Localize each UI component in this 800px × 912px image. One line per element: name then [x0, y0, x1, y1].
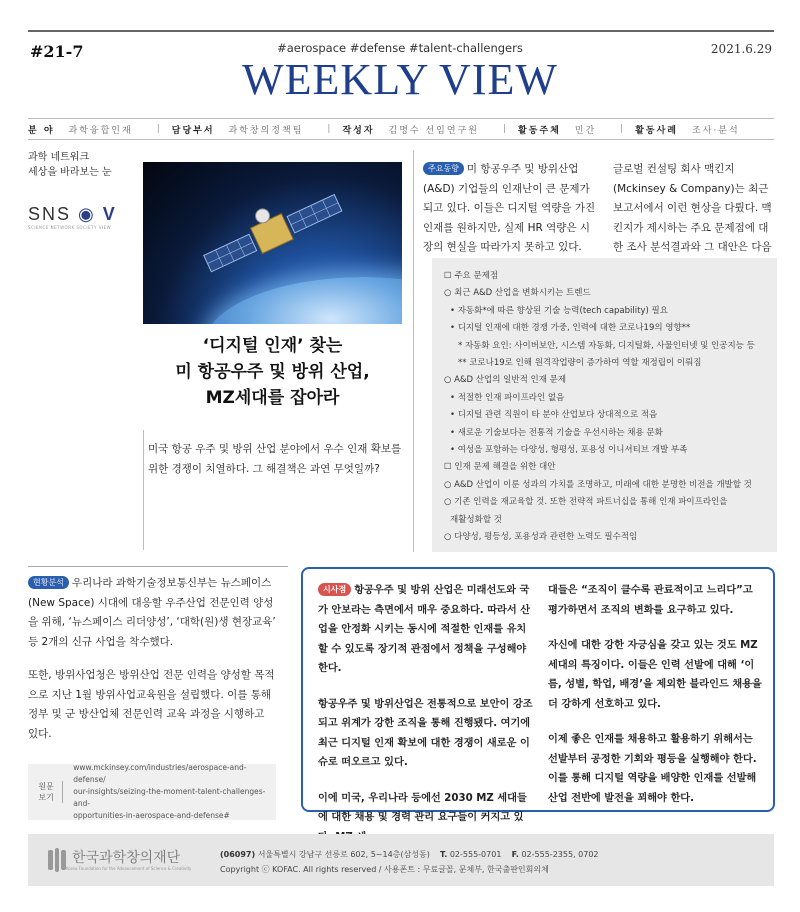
satellite-icon	[143, 162, 402, 324]
hashtags: #aerospace #defense #talent-challengers	[277, 41, 523, 55]
meta-field-label: 분 야	[28, 125, 55, 136]
footer-copyright: Copyright ⓒ KOFAC. All rights reserved / 사용폰트 : 무료글꼴, 문체부, 한국출판인회의체	[220, 865, 549, 874]
sns-logo-sub: SCIENCE NETWORK SOCIETY VIEW	[28, 225, 112, 230]
issue-item: ☐ 주요 문제점	[444, 271, 499, 281]
issue-item: ** 코로나19로 인해 원격작업량이 증가하여 역할 재정립이 이뤄짐	[458, 358, 702, 369]
status-paragraph-2: 또한, 방위사업청은 방위산업 전문 인력을 양성할 목적으로 지난 1월 방위사업교육원을 설립했다. 이를 통해 정부 및 군 방산업체 전문인력 교육 과정을 시행하고 있다.	[28, 669, 275, 740]
implication-paragraph: 이제 좋은 인재를 채용하고 활용하기 위해서는 선발부터 공정한 기회와 평등을 실행해야 한다. 이를 통해 디지털 역량을 배양한 인재를 선발해 산업 전반에 발전을 꾀해야 한다.	[548, 734, 757, 804]
eye-icon: ◉	[78, 204, 96, 224]
issues-list	[444, 268, 777, 547]
implication-paragraph: 대들은 “조직이 클수록 관료적이고 느리다”고 평가하면서 조직의 변화를 요구하고 있다.	[548, 585, 753, 616]
source-url-line: www.mckinsey.com/industries/aerospace-and-defense/	[73, 763, 247, 784]
source-url-line: our-insights/seizing-the-moment-talent-challenges-and-	[73, 787, 266, 808]
article-lede: 미국 항공 우주 및 방위 산업 분야에서 우수 인재 확보를 위한 경쟁이 치열하다. 그 해결책은 과연 무엇일까?	[148, 443, 402, 475]
headline-line: 미 항공우주 및 방위 산업,	[175, 362, 370, 382]
trend-paragraph-2: 글로벌 컨설팅 회사 맥킨지(Mckinsey & Company)는 최근 보고서에서 이런 현상을 다뤘다. 맥킨지가 제시하는 주요 문제점에 대한 조사 분석결과와 그 대안은 다음	[613, 163, 772, 253]
meta-dept-value: 과학창의정책팀	[228, 125, 304, 136]
meta-dept-label: 담당부서	[171, 125, 215, 136]
issue-item: * 자동화 요인: 사이버보안, 시스템 자동화, 디지털화, 사물인터넷 및 인공지능 등	[458, 340, 755, 351]
issue-item: ○ A&D 산업이 이룬 성과의 가치를 조명하고, 미래에 대한 분명한 비전을 개발할 것	[444, 479, 752, 490]
headline-line: ‘디지털 인재’ 찾는	[202, 336, 343, 356]
issue-item: • 디지털 인재에 대한 경쟁 가중, 인력에 대한 코로나19의 영향**	[450, 323, 691, 334]
issue-item: ○ A&D 산업의 일반적 인재 문제	[444, 375, 567, 386]
kofac-logo	[48, 848, 191, 872]
kofac-name: 한국과학창의재단	[72, 849, 181, 866]
issue-item: • 자동화*에 따른 향상된 기술 능력(tech capability) 필요	[450, 305, 668, 316]
side-caption-line: 과학 네트워크	[28, 152, 90, 163]
source-url-line: opportunities-in-aerospace-and-defense#	[73, 811, 230, 820]
column-divider	[413, 150, 414, 552]
issue-item: • 적절한 인재 파이프라인 없음	[450, 392, 565, 403]
implication-paragraph: 자신에 대한 강한 자긍심을 갖고 있는 것도 MZ 세대의 특징이다. 이들은 인력 선발에 대해 ‘이름, 성별, 학업, 배경’을 제외한 블라인드 채용을 더 강하게 선호하고 있다.	[548, 640, 762, 710]
satellite-photo	[143, 162, 402, 324]
footer-postcode: (06097)	[220, 850, 256, 859]
article-headline	[143, 333, 402, 411]
implication-paragraph: 이에 미국, 우리나라 등에선 2030 MZ 세대들에 대한 채용 및 경력 관리 요구들이 커지고 있	[318, 792, 527, 823]
publish-date: 2021.6.29	[710, 42, 772, 56]
issue-item: • 여성을 포함하는 다양성, 형평성, 포용성 이니셔티브 개발 부족	[450, 445, 688, 456]
issue-item: ○ 최근 A&D 산업을 변화시키는 트렌드	[444, 288, 591, 299]
footer-tel: 02-555-0701	[449, 850, 502, 859]
implication-badge: 시사점	[318, 583, 351, 596]
status-text: 우리나라 과학기술정보통신부는 뉴스페이스(New Space) 시대에 대응할 우주산업 전문인력 양성을 위해, ‘뉴스페이스 리더양성’, ‘대학(원)생 현장교육’ 등 2개의 신규 사업을 착수했다.	[28, 577, 276, 648]
kofac-logo-icon	[48, 848, 66, 872]
status-paragraph	[28, 574, 276, 652]
footer-address	[220, 847, 599, 877]
meta-bar	[28, 118, 774, 140]
source-label	[34, 781, 63, 803]
top-rule	[28, 30, 774, 32]
sns-logo	[28, 204, 117, 230]
trend-text: 미 항공우주 및 방위산업(A&D) 기업들의 인재난이 큰 문제가 되고 있다. 이들은 디지털 역량을 가진 인재를 원하지만, 실제 HR 역량은 시장의 현실을 따라가지 못하고 있다.	[423, 163, 596, 253]
issue-item: ○ 기존 인력을 재교육할 것. 또한 전략적 파트너십을 통해 인재 파이프라인을	[444, 497, 728, 508]
masthead-title: WEEKLY VIEW	[242, 55, 558, 104]
issue-item: ☐ 인재 문제 해결을 위한 대안	[444, 462, 556, 473]
headline-line: MZ세대를 잡아라	[205, 388, 340, 408]
status-top-rule	[28, 566, 288, 567]
meta-separator: |	[156, 124, 160, 134]
sns-logo-v: V	[102, 204, 117, 224]
meta-separator: |	[327, 124, 331, 134]
footer-tel-label: T.	[440, 850, 448, 859]
source-label-line: 보기	[38, 793, 54, 802]
meta-subject-label: 활동주체	[518, 125, 561, 136]
meta-subject-value: 민간	[574, 125, 597, 136]
source-label-line: 원문	[38, 782, 54, 791]
implication-text: 항공우주 및 방위 산업은 미래선도와 국가 안보라는 측면에서 매우 중요하다. 따라서 산업을 안정화 시키는 동시에 적절한 인재를 유치할 수 있도록 장기적 관점에서 정책을 구성해야 한다.	[318, 585, 531, 674]
implication-paragraph	[318, 581, 534, 679]
issue-number: #21-7	[30, 42, 84, 61]
meta-author-label: 작성자	[342, 125, 375, 136]
issues-box	[432, 258, 777, 552]
issue-item: • 새로운 기술보다는 전통적 기술을 우선시하는 채용 문화	[450, 427, 663, 438]
sns-logo-text: SNS	[28, 204, 72, 224]
footer-fax: 02-555-2355, 0702	[521, 850, 599, 859]
issue-item: • 디지털 관련 직원이 타 분야 산업보다 상대적으로 적음	[450, 410, 658, 421]
kofac-name-eng: Korea Foundation for the Advancement of Science & Creativity	[66, 865, 192, 871]
footer-street: 서울특별시 강남구 선릉로 602, 5~14층(삼성동)	[257, 850, 430, 859]
meta-separator: |	[620, 124, 624, 134]
implication-col-1	[318, 581, 534, 847]
trend-badge: 주요동향	[423, 162, 464, 175]
lede-divider	[143, 430, 144, 550]
meta-case-label: 활동사례	[635, 125, 678, 136]
issue-item: ○ 다양성, 평등성, 포용성과 관련한 노력도 필수적임	[444, 532, 638, 543]
meta-author-value: 김명수 선임연구원	[388, 125, 479, 136]
side-caption	[28, 150, 112, 180]
issue-item: 재활성화할 것	[450, 514, 502, 525]
status-badge: 현황분석	[28, 576, 69, 589]
trend-paragraph	[423, 160, 598, 258]
implication-col-2	[548, 581, 762, 808]
footer	[28, 834, 774, 886]
meta-field-value: 과학융합인재	[68, 125, 133, 136]
meta-case-value: 조사·분석	[692, 125, 740, 136]
footer-fax-label: F.	[511, 850, 519, 859]
implication-paragraph: 항공우주 및 방위산업은 전통적으로 보안이 강조되고 위계가 강한 조직을 통해 진행됐다. 여기에 최근 디지털 인재 확보에 대한 경쟁이 새로운 이슈로 떠오르고 있다.	[318, 698, 533, 768]
meta-separator: |	[502, 124, 506, 134]
side-caption-line: 세상을 바라보는 눈	[28, 167, 112, 178]
source-box	[28, 764, 276, 820]
source-url[interactable]	[63, 762, 276, 822]
